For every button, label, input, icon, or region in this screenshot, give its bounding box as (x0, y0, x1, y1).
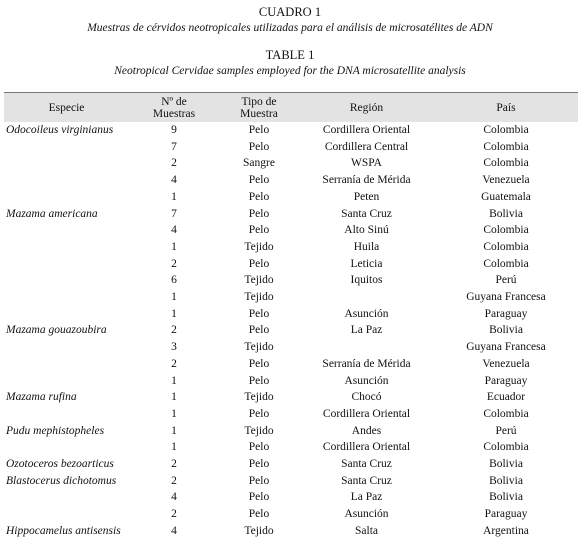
cell-sample-count: 1 (171, 441, 177, 454)
table-row (4, 289, 578, 306)
table-row (4, 272, 578, 289)
cell-sample-type: Pelo (248, 324, 270, 337)
cell-region: Serranía de Mérida (322, 357, 411, 370)
cell-region: Cordillera Oriental (322, 407, 411, 420)
cell-sample-type: Pelo (248, 124, 270, 136)
cell-sample-type: Pelo (248, 307, 270, 320)
cell-sample-count: 1 (171, 291, 177, 304)
cell-region: Salta (355, 524, 378, 537)
cell-species (4, 155, 129, 172)
cell-sample-count: 6 (171, 274, 177, 287)
cell-species: Hippocamelus antisensis (6, 524, 121, 537)
cell-species (4, 406, 129, 423)
cell-sample-type: Tejido (244, 341, 274, 354)
cell-region: Andes (351, 424, 382, 437)
caption-spanish (0, 4, 580, 36)
cell-region (299, 339, 434, 356)
cell-country: Guatemala (481, 190, 531, 203)
cell-sample-type: Pelo (248, 224, 270, 237)
cell-species (4, 272, 129, 289)
cell-region: Chocó (351, 391, 382, 404)
cell-sample-type: Pelo (248, 257, 270, 270)
header-sample-type-line2: Muestra (240, 107, 278, 120)
cell-sample-count: 2 (171, 474, 177, 487)
cell-region: Asunción (344, 307, 389, 320)
cell-country: Guyana Francesa (466, 291, 546, 304)
caption-english-subtitle: Neotropical Cervidae samples employed for the DNA microsatellite analysis (114, 65, 466, 77)
cell-sample-count: 1 (171, 391, 177, 404)
cell-species (4, 189, 129, 206)
cell-region: Leticia (350, 257, 383, 270)
cell-country: Guyana Francesa (466, 341, 546, 354)
header-region: Región (299, 93, 434, 123)
table-row (4, 456, 578, 473)
cell-sample-count: 1 (171, 374, 177, 387)
cell-sample-type: Pelo (248, 190, 270, 203)
cell-sample-count: 4 (171, 491, 177, 504)
cell-sample-type: Pelo (248, 140, 270, 153)
cell-country: Argentina (483, 524, 529, 537)
cell-region: Asunción (344, 374, 389, 387)
cell-species (4, 172, 129, 189)
cell-species: Blastocerus dichotomus (6, 474, 117, 487)
cell-species: Mazama rufina (6, 391, 77, 404)
table-row (4, 373, 578, 390)
cell-region: La Paz (350, 324, 383, 337)
cell-country: Venezuela (482, 357, 530, 370)
cell-sample-type: Pelo (248, 491, 270, 504)
cell-species (4, 222, 129, 239)
caption-english (0, 47, 580, 79)
cell-species: Odocoileus virginianus (6, 124, 114, 136)
table-row (4, 306, 578, 323)
cell-species (4, 289, 129, 306)
cell-region: Huila (353, 240, 380, 253)
cell-sample-type: Tejido (244, 291, 274, 304)
caption-spanish-subtitle: Muestras de cérvidos neotropicales utilizadas para el análisis de microsatélites de ADN (87, 22, 493, 34)
cell-country: Bolivia (489, 207, 523, 220)
cell-country: Bolivia (489, 324, 523, 337)
cell-species (4, 239, 129, 256)
cell-sample-type: Tejido (244, 524, 274, 537)
cell-species (4, 339, 129, 356)
cell-region (299, 289, 434, 306)
cell-country: Colombia (483, 124, 529, 136)
cell-species (4, 373, 129, 390)
cell-region: Peten (353, 190, 380, 203)
table-row (4, 389, 578, 406)
cell-region: Iquitos (350, 274, 383, 287)
cell-sample-count: 1 (171, 240, 177, 253)
table-row (4, 139, 578, 156)
table-row (4, 439, 578, 456)
cell-species (4, 356, 129, 373)
cell-sample-count: 4 (171, 224, 177, 237)
cell-species: Ozotoceros bezoarticus (6, 458, 114, 471)
cell-sample-count: 2 (171, 324, 177, 337)
table-row (4, 172, 578, 189)
cell-region: Cordillera Central (324, 140, 409, 153)
cell-region: Asunción (344, 508, 389, 521)
cell-country: Colombia (483, 157, 529, 170)
cell-sample-count: 1 (171, 307, 177, 320)
table-row (4, 489, 578, 506)
cell-region: Santa Cruz (341, 458, 392, 471)
cell-species (4, 439, 129, 456)
header-species: Especie (4, 93, 129, 123)
cell-country: Paraguay (484, 508, 528, 521)
cell-sample-type: Pelo (248, 374, 270, 387)
cell-country: Perú (495, 424, 517, 437)
header-country: País (434, 93, 578, 123)
table-row (4, 406, 578, 423)
cell-species (4, 489, 129, 506)
cell-region: Santa Cruz (341, 474, 392, 487)
cell-sample-count: 7 (171, 140, 177, 153)
cell-sample-count: 9 (171, 124, 177, 136)
cell-region: Cordillera Oriental (322, 441, 411, 454)
cell-sample-count: 3 (171, 341, 177, 354)
header-sample-count (129, 93, 219, 123)
cell-sample-type: Pelo (248, 207, 270, 220)
header-sample-count-line2: Muestras (152, 107, 196, 120)
cell-country: Paraguay (484, 307, 528, 320)
cell-species: Pudu mephistopheles (6, 424, 105, 437)
cell-sample-type: Tejido (244, 240, 274, 253)
table-row (4, 339, 578, 356)
cell-sample-type: Pelo (248, 441, 270, 454)
header-sample-type (219, 93, 299, 123)
table-row (4, 506, 578, 523)
cell-sample-type: Pelo (248, 508, 270, 521)
table-row (4, 222, 578, 239)
cell-species (4, 139, 129, 156)
table-row (4, 122, 578, 139)
table-row (4, 239, 578, 256)
table-row (4, 523, 578, 540)
cell-region: Cordillera Oriental (322, 124, 411, 136)
cell-country: Colombia (483, 407, 529, 420)
cell-country: Colombia (483, 224, 529, 237)
cell-sample-type: Tejido (244, 391, 274, 404)
cell-country: Ecuador (486, 391, 526, 404)
cell-country: Colombia (483, 140, 529, 153)
cell-sample-type: Pelo (248, 174, 270, 187)
cell-region: Santa Cruz (341, 207, 392, 220)
cell-sample-type: Pelo (248, 407, 270, 420)
cell-species (4, 506, 129, 523)
cell-country: Venezuela (482, 174, 530, 187)
cell-sample-count: 1 (171, 407, 177, 420)
caption-spanish-title: CUADRO 1 (258, 5, 322, 19)
table-row (4, 206, 578, 223)
cell-sample-count: 4 (171, 524, 177, 537)
cell-region: Serranía de Mérida (322, 174, 411, 187)
table-row (4, 189, 578, 206)
cell-sample-count: 2 (171, 157, 177, 170)
table-row (4, 256, 578, 273)
cell-sample-count: 2 (171, 357, 177, 370)
header-sample-type-line1: Tipo de (241, 95, 277, 108)
samples-table (4, 92, 578, 540)
cell-sample-count: 2 (171, 458, 177, 471)
cell-country: Colombia (483, 257, 529, 270)
cell-country: Paraguay (484, 374, 528, 387)
cell-region: Alto Sinú (344, 224, 389, 237)
table-row (4, 322, 578, 339)
table-body (4, 122, 578, 540)
table-row (4, 423, 578, 440)
cell-species: Mazama americana (6, 207, 98, 220)
table-header-row (4, 93, 578, 123)
table-row (4, 473, 578, 490)
cell-sample-type: Pelo (248, 357, 270, 370)
cell-country: Colombia (483, 441, 529, 454)
cell-sample-type: Sangre (243, 157, 275, 170)
cell-species (4, 306, 129, 323)
table-row (4, 356, 578, 373)
cell-species: Mazama gouazoubira (6, 324, 107, 337)
cell-country: Bolivia (489, 458, 523, 471)
cell-sample-type: Tejido (244, 424, 274, 437)
cell-sample-count: 1 (171, 190, 177, 203)
cell-sample-type: Pelo (248, 458, 270, 471)
cell-country: Colombia (483, 240, 529, 253)
cell-sample-count: 2 (171, 508, 177, 521)
cell-sample-type: Tejido (244, 274, 274, 287)
header-sample-count-line1: Nº de (161, 95, 187, 108)
caption-english-title: TABLE 1 (265, 48, 315, 62)
cell-sample-type: Pelo (248, 474, 270, 487)
cell-sample-count: 2 (171, 257, 177, 270)
table-row (4, 155, 578, 172)
cell-region: La Paz (350, 491, 383, 504)
cell-region: WSPA (351, 157, 382, 170)
cell-species (4, 256, 129, 273)
cell-sample-count: 7 (171, 207, 177, 220)
cell-sample-count: 4 (171, 174, 177, 187)
cell-sample-count: 1 (171, 424, 177, 437)
cell-country: Bolivia (489, 474, 523, 487)
cell-country: Bolivia (489, 491, 523, 504)
cell-country: Perú (495, 274, 517, 287)
